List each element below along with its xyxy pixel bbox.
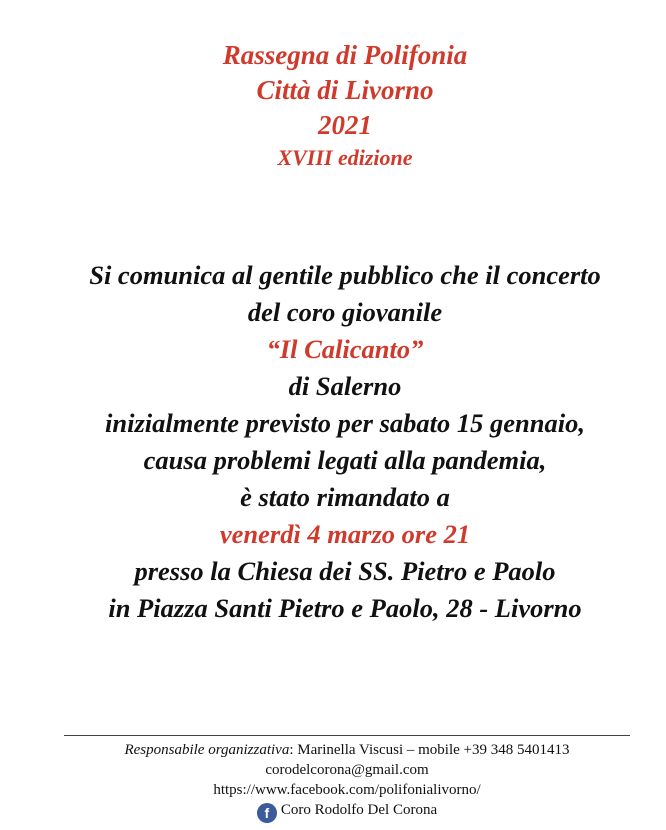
festival-edition: XVIII edizione (277, 145, 413, 170)
footer-contacts (0, 740, 666, 823)
announcement-line: Si comunica al gentile pubblico che il concerto (89, 260, 601, 290)
facebook-page-link[interactable] (0, 800, 666, 823)
festival-title: Rassegna di Polifonia (222, 40, 468, 70)
announcement-line: causa problemi legati alla pandemia, (143, 445, 547, 475)
facebook-icon: f (257, 803, 277, 823)
festival-city: Città di Livorno (256, 75, 434, 105)
new-concert-date: venerdì 4 marzo ore 21 (219, 519, 471, 549)
organizer-role-label: Responsabile organizzativa (124, 742, 290, 758)
announcement-line: di Salerno (288, 371, 402, 401)
announcement-line: del coro giovanile (247, 297, 443, 327)
announcement-line: è stato rimandato a (240, 482, 450, 512)
choir-name: “Il Calicanto” (266, 334, 424, 364)
contact-email[interactable]: corodelcorona@gmail.com (265, 762, 429, 778)
announcement-text (0, 257, 666, 627)
facebook-url[interactable]: https://www.facebook.com/polifonialivorno/ (213, 782, 481, 798)
footer-divider (64, 735, 630, 736)
announcement-line: inizialmente previsto per sabato 15 gennaio, (105, 408, 585, 438)
announcement-line: presso la Chiesa dei SS. Pietro e Paolo (134, 556, 556, 586)
facebook-page-name: Coro Rodolfo Del Corona (280, 802, 438, 818)
organizer-contact (0, 740, 666, 760)
event-header (0, 38, 666, 173)
announcement-line: in Piazza Santi Pietro e Paolo, 28 - Livorno (108, 593, 582, 623)
organizer-details: : Marinella Viscusi – mobile +39 348 5401413 (289, 742, 570, 758)
festival-year: 2021 (318, 110, 372, 140)
